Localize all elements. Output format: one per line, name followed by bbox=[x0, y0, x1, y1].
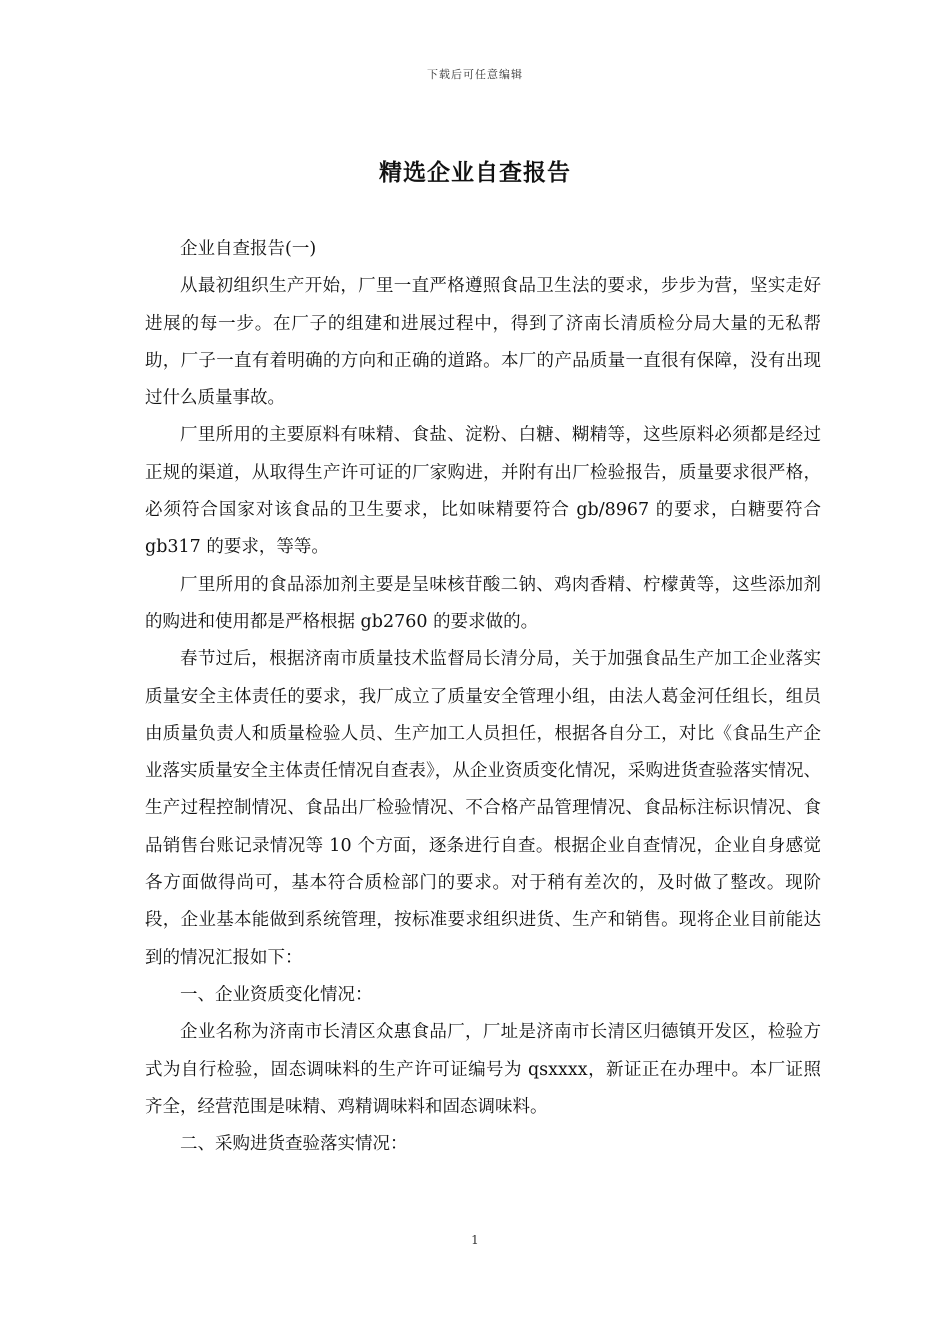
document-title: 精选企业自查报告 bbox=[379, 160, 571, 186]
paragraph: 从最初组织生产开始，厂里一直严格遵照食品卫生法的要求，步步为营，坚实走好进展的每一步。在厂子的组建和进展过程中，得到了济南长清质检分局大量的无私帮助，厂子一直有着明确的方向和正确的道路。本厂的产品质量一直很有保障，没有出现过什么质量事故。 bbox=[145, 276, 821, 409]
paragraph: 企业名称为济南市长清区众惠食品厂，厂址是济南市长清区归德镇开发区，检验方式为自行检验，固态调味料的生产许可证编号为 qsxxxx，新证正在办理中。本厂证照齐全，经营范围是味精、鸡精调味料和固态调味料。 bbox=[145, 1022, 821, 1117]
paragraph: 春节过后，根据济南市质量技术监督局长清分局，关于加强食品生产加工企业落实质量安全主体责任的要求，我厂成立了质量安全管理小组，由法人葛金河任组长，组员由质量负责人和质量检验人员、生产加工人员担任，根据各自分工，对比《食品生产企业落实质量安全主体责任情况自查表》，从企业资质变化情况，采购进货查验落实情况、生产过程控制情况、食品出厂检验情况、不合格产品管理情况、食品标注标识情况、食品销售台账记录情况等 10 个方面，逐条进行自查。根据企业自查情况，企业自身感觉各方面做得尚可，基本符合质检部门的要求。对于稍有差次的，及时做了整改。现阶段，企业基本能做到系统管理，按标准要求组织进货、生产和销售。现将企业目前能达到的情况汇报如下： bbox=[145, 649, 821, 968]
paragraph: 厂里所用的食品添加剂主要是呈味核苷酸二钠、鸡肉香精、柠檬黄等，这些添加剂的购进和使用都是严格根据 gb2760 的要求做的。 bbox=[145, 574, 821, 632]
section-heading: 二、采购进货查验落实情况： bbox=[180, 1134, 408, 1155]
section-heading: 企业自查报告(一) bbox=[180, 239, 317, 259]
page-number: 1 bbox=[471, 1233, 479, 1247]
section-heading: 一、企业资质变化情况： bbox=[180, 984, 373, 1005]
header-note: 下载后可任意编辑 bbox=[427, 68, 523, 81]
paragraph: 厂里所用的主要原料有味精、食盐、淀粉、白糖、糊精等，这些原料必须都是经过正规的渠道，从取得生产许可证的厂家购进，并附有出厂检验报告，质量要求很严格，必须符合国家对该食品的卫生要求，比如味精要符合 gb/8967 的要求，白糖要符合 gb317 的要求，等等。 bbox=[145, 425, 821, 558]
document-body bbox=[145, 231, 821, 1163]
